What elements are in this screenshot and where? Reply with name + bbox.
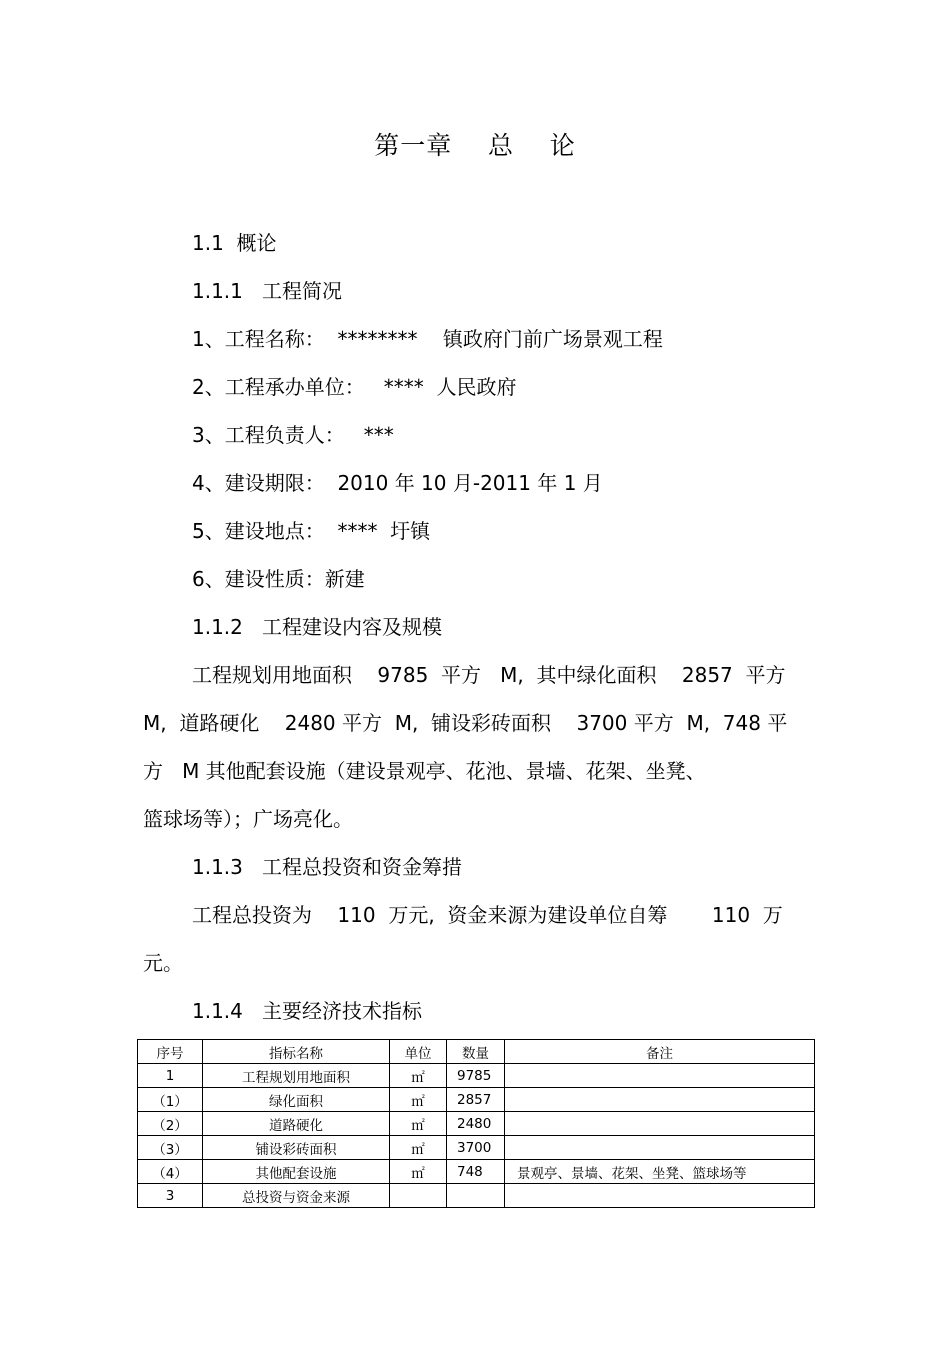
project-item-location: 5、建设地点： **** 圩镇 (192, 519, 431, 543)
cell-remarks (505, 1088, 815, 1112)
cell-quantity (447, 1184, 505, 1208)
cell-indicator-name: 铺设彩砖面积 (203, 1136, 390, 1160)
cell-unit (390, 1184, 447, 1208)
cell-quantity: 748 (447, 1160, 505, 1184)
cell-unit: ㎡ (390, 1064, 447, 1088)
cell-index: （2） (138, 1112, 203, 1136)
table-row (138, 1064, 815, 1088)
table-row (138, 1112, 815, 1136)
scale-paragraph-line: 篮球场等）；广场亮化。 (143, 807, 353, 831)
cell-remarks (505, 1184, 815, 1208)
project-item-manager: 3、工程负责人： *** (192, 423, 394, 447)
table-row (138, 1088, 815, 1112)
project-item-nature: 6、建设性质：新建 (192, 567, 365, 591)
section-heading-1-1-1: 1.1.1 工程简况 (192, 279, 342, 303)
cell-remarks (505, 1136, 815, 1160)
cell-indicator-name: 道路硬化 (203, 1112, 390, 1136)
cell-index: 1 (138, 1064, 203, 1088)
cell-remarks: 景观亭、景墙、花架、坐凳、篮球场等 (505, 1160, 815, 1184)
cell-remarks (505, 1064, 815, 1088)
cell-unit: ㎡ (390, 1088, 447, 1112)
header-index: 序号 (138, 1040, 203, 1064)
cell-remarks (505, 1112, 815, 1136)
cell-quantity: 2857 (447, 1088, 505, 1112)
section-heading-1-1-4: 1.1.4 主要经济技术指标 (192, 999, 422, 1023)
cell-indicator-name: 其他配套设施 (203, 1160, 390, 1184)
table-header-row (138, 1040, 815, 1064)
header-quantity: 数量 (447, 1040, 505, 1064)
cell-index: 3 (138, 1184, 203, 1208)
header-remarks: 备注 (505, 1040, 815, 1064)
scale-paragraph-line: M, 道路硬化 2480 平方 M, 铺设彩砖面积 3700 平方 M, 748 平 (143, 711, 788, 735)
project-item-name: 1、工程名称： ******** 镇政府门前广场景观工程 (192, 327, 663, 351)
cell-indicator-name: 总投资与资金来源 (203, 1184, 390, 1208)
section-heading-1-1: 1.1 概论 (192, 231, 277, 255)
header-unit: 单位 (390, 1040, 447, 1064)
section-heading-1-1-2: 1.1.2 工程建设内容及规模 (192, 615, 442, 639)
cell-quantity: 2480 (447, 1112, 505, 1136)
table-row (138, 1160, 815, 1184)
cell-indicator-name: 工程规划用地面积 (203, 1064, 390, 1088)
chapter-title: 第一章 总 论 (374, 131, 576, 160)
investment-paragraph-line: 元。 (143, 951, 183, 975)
cell-unit: ㎡ (390, 1160, 447, 1184)
cell-unit: ㎡ (390, 1136, 447, 1160)
economic-indicators-table (137, 1039, 815, 1208)
table-row (138, 1184, 815, 1208)
header-indicator-name: 指标名称 (203, 1040, 390, 1064)
cell-index: （3） (138, 1136, 203, 1160)
cell-index: （4） (138, 1160, 203, 1184)
table-row (138, 1136, 815, 1160)
investment-paragraph-line: 工程总投资为 110 万元, 资金来源为建设单位自筹 110 万 (192, 903, 783, 927)
section-heading-1-1-3: 1.1.3 工程总投资和资金筹措 (192, 855, 462, 879)
scale-paragraph-line: 工程规划用地面积 9785 平方 M, 其中绿化面积 2857 平方 (192, 663, 786, 687)
project-item-organizer: 2、工程承办单位： **** 人民政府 (192, 375, 517, 399)
cell-quantity: 3700 (447, 1136, 505, 1160)
cell-unit: ㎡ (390, 1112, 447, 1136)
cell-quantity: 9785 (447, 1064, 505, 1088)
cell-index: （1） (138, 1088, 203, 1112)
scale-paragraph-line: 方 M 其他配套设施（建设景观亭、花池、景墙、花架、坐凳、 (143, 759, 706, 783)
project-item-period: 4、建设期限： 2010 年 10 月-2011 年 1 月 (192, 471, 603, 495)
cell-indicator-name: 绿化面积 (203, 1088, 390, 1112)
